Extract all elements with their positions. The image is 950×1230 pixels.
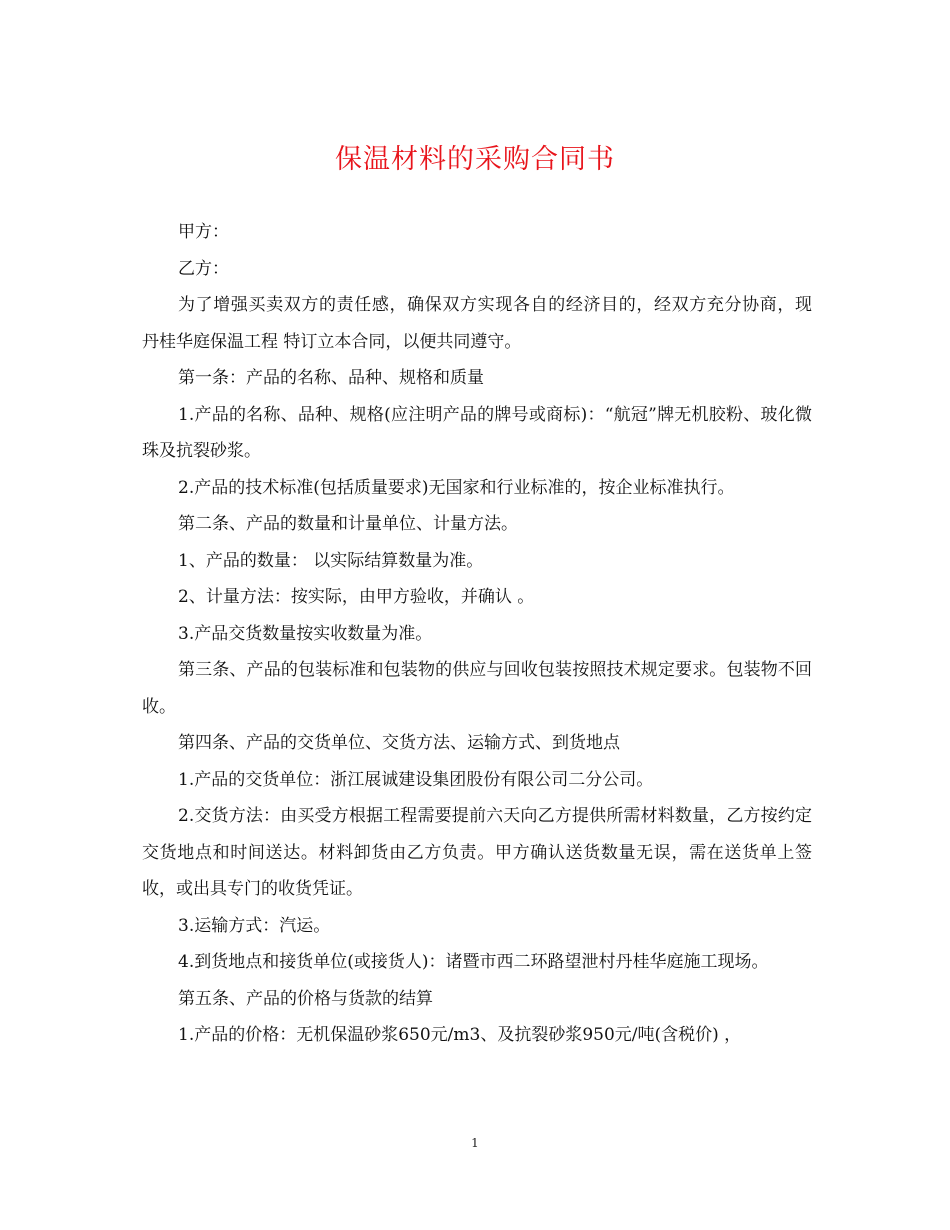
article-2-item-2: 2、计量方法：按实际，由甲方验收，并确认 。 xyxy=(178,587,535,607)
article-4-item-4: 4.到货地点和接货单位(或接货人)：诸暨市西二环路望泄村丹桂华庭施工现场。 xyxy=(178,952,769,972)
article-4-item-2: 2.交货方法：由买受方根据工程需要提前六天向乙方提供所需材料数量，乙方按约定交货地点和时间送达。材料卸货由乙方负责。甲方确认送货数量无误，需在送货单上签收，或出具专门的收货凭证。 xyxy=(142,806,812,899)
article-1-item-1: 1.产品的名称、品种、规格(应注明产品的牌号或商标)：“航冠”牌无机胶粉、玻化微珠及抗裂砂浆。 xyxy=(142,404,812,461)
article-2-item-3: 3.产品交货数量按实收数量为准。 xyxy=(178,623,433,644)
preamble-paragraph: 为了增强买卖双方的责任感，确保双方实现各自的经济目的，经双方充分协商，现 丹桂华庭保温工程 特订立本合同，以便共同遵守。 xyxy=(142,295,812,352)
party-b-line: 乙方： xyxy=(178,258,229,279)
article-4-item-1: 1.产品的交货单位：浙江展诚建设集团股份有限公司二分公司。 xyxy=(178,769,654,790)
document-title: 保温材料的采购合同书 xyxy=(335,144,615,175)
party-a-line: 甲方： xyxy=(178,222,229,242)
article-2-heading: 第二条、产品的数量和计量单位、计量方法。 xyxy=(178,514,518,534)
article-5-heading: 第五条、产品的价格与货款的结算 xyxy=(178,988,433,1009)
document-body xyxy=(142,214,812,1054)
article-5-item-1: 1.产品的价格：无机保温砂浆650元/m3、及抗裂砂浆950元/吨(含税价) ， xyxy=(178,1025,742,1045)
page-number: 1 xyxy=(471,1136,479,1150)
article-4-item-3: 3.运输方式：汽运。 xyxy=(178,915,331,936)
article-4-heading: 第四条、产品的交货单位、交货方法、运输方式、到货地点 xyxy=(178,733,620,753)
article-2-item-1: 1、产品的数量： 以实际结算数量为准。 xyxy=(178,550,484,571)
article-3-paragraph: 第三条、产品的包装标准和包装物的供应与回收包装按照技术规定要求。包装物不回收。 xyxy=(142,660,812,717)
article-1-heading: 第一条：产品的名称、品种、规格和质量 xyxy=(178,368,484,388)
article-1-item-2: 2.产品的技术标准(包括质量要求)无国家和行业标准的，按企业标准执行。 xyxy=(178,477,735,498)
